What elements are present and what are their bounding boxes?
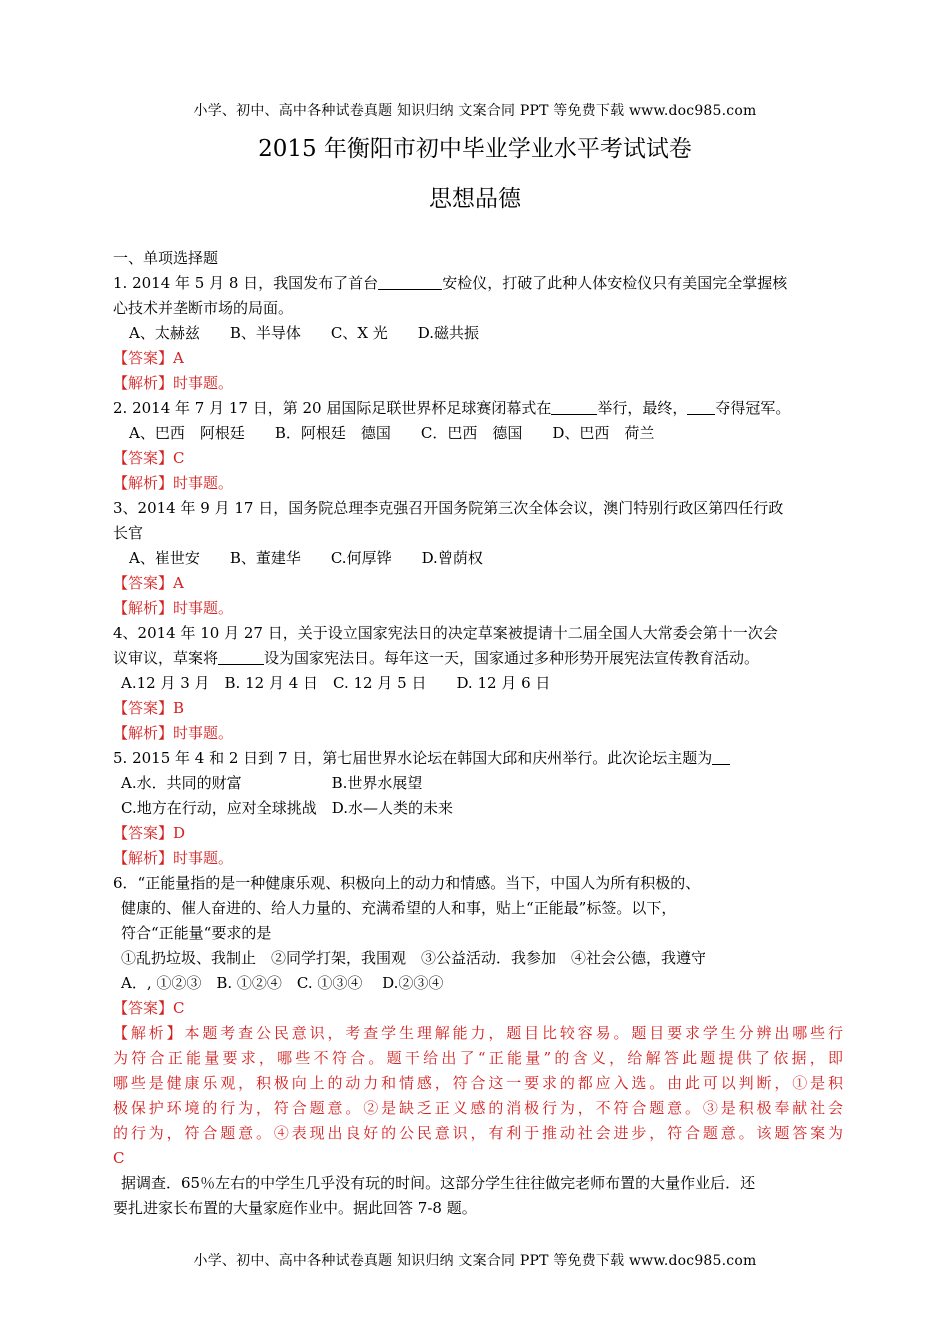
question-5-answer: 【答案】D <box>113 824 186 842</box>
question-2-options: A、巴西 阿根廷 B．阿根廷 德国 C．巴西 德国 D、巴西 荷兰 <box>129 424 655 442</box>
answer-blank <box>551 400 597 415</box>
question-6-explanation-line-4: 极保护环境的行为，符合题意。②是缺乏正义感的消极行为，不符合题意。③是积极奉献社会 <box>113 1099 843 1117</box>
exam-subject: 思想品德 <box>429 186 521 212</box>
question-3-answer: 【答案】A <box>113 574 184 592</box>
question-6-explanation-line-1: 【解析】本题考查公民意识，考查学生理解能力，题目比较容易。题目要求学生分辨出哪些行 <box>113 1024 843 1042</box>
question-5-options-a-b: A.水．共同的财富 B.世界水展望 <box>121 774 423 792</box>
question-6-explanation-line-6: C <box>113 1149 125 1167</box>
question-1-line-1: 1. 2014 年 5 月 8 日，我国发布了首台 安检仪，打破了此种人体安检仪只有美国完全掌握核 <box>113 274 788 292</box>
question-6-explanation-line-5: 的行为，符合题意。④表现出良好的公民意识，有利于推动社会进步，符合题意。该题答案为 <box>113 1124 843 1142</box>
question-6-explanation-line-3: 哪些是健康乐观，积极向上的动力和情感，符合这一要求的都应入选。由此可以判断，①是积 <box>113 1074 843 1092</box>
question-7-8-stem-line-1: 据调查．65％左右的中学生几乎没有玩的时间。这部分学生往往做完老师布置的大量作业后．还 <box>121 1174 756 1192</box>
question-2-answer: 【答案】C <box>113 449 185 467</box>
question-6-line-3: 符合“正能量“要求的是 <box>121 924 272 942</box>
question-1-line-2: 心技术并垄断市场的局面。 <box>113 299 294 317</box>
question-4-line-1: 4、2014 年 10 月 27 日，关于设立国家宪法日的决定草案被提请十二届全国人大常委会第十一次会 <box>113 624 778 642</box>
question-6-explanation-line-2: 为符合正能量要求，哪些不符合。题干给出了“正能量”的含义，给解答此题提供了依据，即 <box>113 1049 843 1067</box>
question-5-options-c-d: C.地方在行动，应对全球挑战 D.水—人类的未来 <box>121 799 453 817</box>
question-3-line-2: 长官 <box>113 524 144 542</box>
question-6-options: A．, ①②③ B. ①②④ C. ①③④ D.②③④ <box>121 974 444 992</box>
page-header: 小学、初中、高中各种试卷真题 知识归纳 文案合同 PPT 等免费下载 www.doc985.com <box>193 103 757 119</box>
answer-blank <box>378 275 442 290</box>
question-4-answer: 【答案】B <box>113 699 185 717</box>
question-6-answer: 【答案】C <box>113 999 185 1017</box>
question-6-line-2: 健康的、催人奋进的、给人力量的、充满希望的人和事，贴上“正能最”标签。以下， <box>121 899 677 917</box>
exam-content <box>113 246 843 1221</box>
question-3-options: A、崔世安 B、董建华 C.何厚铧 D.曾荫权 <box>129 549 483 567</box>
question-4-explanation: 【解析】时事题。 <box>113 724 234 742</box>
page-footer: 小学、初中、高中各种试卷真题 知识归纳 文案合同 PPT 等免费下载 www.doc985.com <box>193 1253 757 1269</box>
question-2-explanation: 【解析】时事题。 <box>113 474 234 492</box>
question-3-line-1: 3、2014 年 9 月 17 日，国务院总理李克强召开国务院第三次全体会议，澳门特别行政区第四任行政 <box>113 499 784 517</box>
exam-title: 2015 年衡阳市初中毕业学业水平考试试卷 <box>258 136 692 162</box>
question-7-8-stem-line-2: 要扎进家长布置的大量家庭作业中。据此回答 7-8 题。 <box>113 1199 477 1217</box>
section-heading: 一、单项选择题 <box>113 249 219 267</box>
question-1-options: A、太赫兹 B、半导体 C、X 光 D.磁共振 <box>129 324 480 342</box>
question-6-items: ①乱扔垃圾、我制止 ②同学打架，我围观 ③公益活动．我参加 ④社会公德，我遵守 <box>121 949 707 967</box>
question-2-line-1: 2. 2014 年 7 月 17 日，第 20 届国际足联世界杯足球赛闭幕式在 举行，最终， 夺得冠军。 <box>113 399 791 417</box>
question-4-options: A.12 月 3 月 B. 12 月 4 日 C. 12 月 5 日 D. 12 月 6 日 <box>121 674 551 692</box>
answer-blank <box>218 650 264 665</box>
question-5-line-1: 5. 2015 年 4 和 2 日到 7 日，第七届世界水论坛在韩国大邱和庆州举行。此次论坛主题为 <box>113 746 843 771</box>
question-6-line-1: 6．“正能量指的是一种健康乐观、积极向上的动力和情感。当下，中国人为所有积极的、 <box>113 874 701 892</box>
question-3-explanation: 【解析】时事题。 <box>113 599 234 617</box>
question-1-answer: 【答案】A <box>113 349 184 367</box>
question-4-line-2: 议审议，草案将 设为国家宪法日。每年这一天，国家通过多种形势开展宪法宣传教育活动。 <box>113 649 760 667</box>
question-5-explanation: 【解析】时事题。 <box>113 849 234 867</box>
question-1-explanation: 【解析】时事题。 <box>113 374 234 392</box>
answer-blank <box>687 400 715 415</box>
answer-blank <box>712 750 730 765</box>
